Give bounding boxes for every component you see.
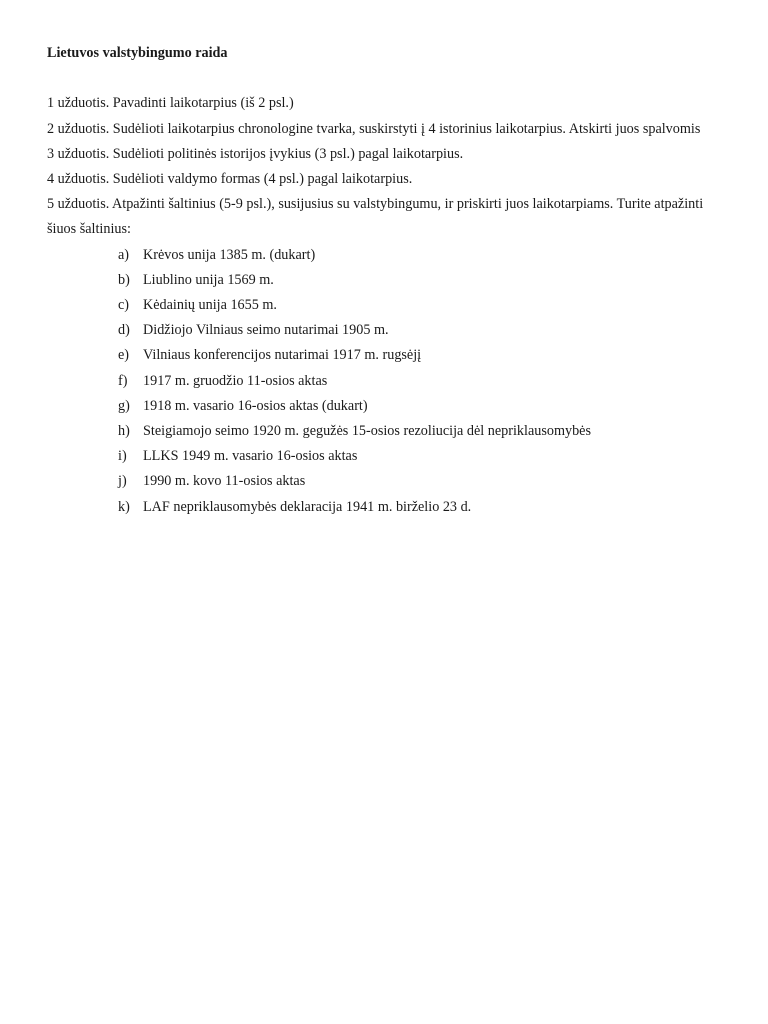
blank-line [47, 66, 717, 91]
list-item-letter: f) [118, 372, 128, 389]
list-item [47, 469, 717, 494]
task-3: 3 užduotis. Sudėlioti politinės istorijos įvykius (3 psl.) pagal laikotarpius. [47, 145, 464, 162]
task-2: 2 užduotis. Sudėlioti laikotarpius chronologine tvarka, suskirstyti į 4 istorinius laikotarpius. Atskirti juos spalvomis [47, 120, 701, 137]
list-item-letter: d) [118, 322, 130, 339]
list-item-text: 1990 m. kovo 11-osios aktas [143, 473, 306, 490]
task-1: 1 užduotis. Pavadinti laikotarpius (iš 2 psl.) [47, 95, 294, 112]
list-item [47, 394, 717, 419]
document-body [47, 41, 717, 520]
list-item [47, 444, 717, 469]
list-item [47, 268, 717, 293]
list-item-text: 1917 m. gruodžio 11-osios aktas [143, 372, 328, 389]
list-item-text: LAF nepriklausomybės deklaracija 1941 m. birželio 23 d. [143, 498, 472, 515]
list-item-letter: e) [118, 347, 130, 364]
list-item-letter: j) [118, 473, 127, 490]
list-item-text: 1918 m. vasario 16-osios aktas (dukart) [143, 397, 368, 414]
list-item-text: Vilniaus konferencijos nutarimai 1917 m. rugsėjį [143, 347, 422, 364]
task-5: 5 užduotis. Atpažinti šaltinius (5-9 psl.), susijusius su valstybingumu, ir priskirti juos laikotarpiams. Turite atpažinti šiuos šaltinius: [47, 196, 704, 238]
task-4: 4 užduotis. Sudėlioti valdymo formas (4 psl.) pagal laikotarpius. [47, 171, 413, 187]
list-item-letter: b) [118, 271, 130, 288]
list-item [47, 318, 717, 343]
list-item-letter: a) [118, 246, 130, 263]
list-item-text: Liublino unija 1569 m. [143, 271, 274, 288]
list-item [47, 419, 717, 444]
list-item-text: LLKS 1949 m. vasario 16-osios aktas [143, 448, 358, 465]
list-item [47, 495, 717, 520]
list-item-text: Kėdainių unija 1655 m. [143, 297, 277, 314]
list-item-text: Krėvos unija 1385 m. (dukart) [143, 246, 316, 263]
list-item-text: Steigiamojo seimo 1920 m. gegužės 15-osios rezoliucija dėl nepriklausomybės [143, 423, 592, 440]
list-item [47, 293, 717, 318]
list-item-letter: c) [118, 297, 130, 314]
list-item [47, 243, 717, 268]
list-item-letter: k) [118, 498, 130, 515]
list-item [47, 343, 717, 368]
list-item-letter: i) [118, 448, 127, 465]
list-item-letter: h) [118, 423, 130, 440]
sources-list [47, 243, 717, 520]
list-item [47, 369, 717, 394]
list-item-text: Didžiojo Vilniaus seimo nutarimai 1905 m. [143, 322, 389, 339]
list-item-letter: g) [118, 397, 130, 414]
document-title: Lietuvos valstybingumo raida [47, 45, 228, 61]
